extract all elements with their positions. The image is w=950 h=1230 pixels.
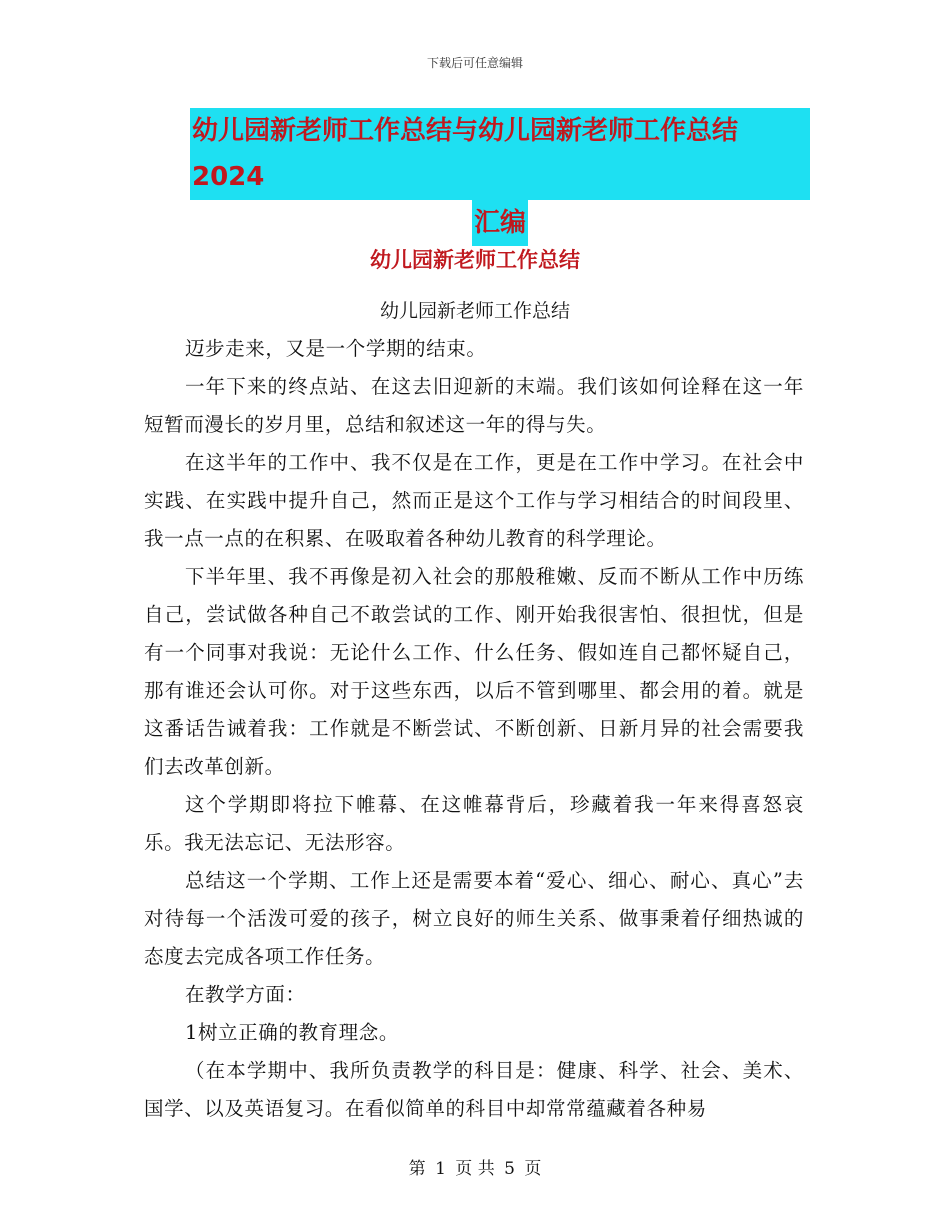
paragraph: 这个学期即将拉下帷幕、在这帷幕背后，珍藏着我一年来得喜怒哀乐。我无法忘记、无法形容。 xyxy=(144,793,804,854)
section-title: 幼儿园新老师工作总结 xyxy=(370,248,580,272)
page-label-mid: 页 共 xyxy=(455,1159,495,1179)
paragraph: 在这半年的工作中、我不仅是在工作，更是在工作中学习。在社会中实践、在实践中提升自己，然而正是这个工作与学习相结合的时间段里、我一点一点的在积累、在吸取着各种幼儿教育的科学理论。 xyxy=(144,451,804,550)
paragraph: 总结这一个学期、工作上还是需要本着“爱心、细心、耐心、真心”去对待每一个活泼可爱的孩子，树立良好的师生关系、做事秉着仔细热诚的态度去完成各项工作任务。 xyxy=(144,869,804,968)
paragraph: 在教学方面： xyxy=(184,983,306,1006)
document-title-line-1: 幼儿园新老师工作总结与幼儿园新老师工作总结2024 xyxy=(190,108,810,200)
body-text xyxy=(144,330,804,1128)
paragraph: （在本学期中、我所负责教学的科目是：健康、科学、社会、美术、国学、以及英语复习。在看似简单的科目中却常常蕴藏着各种易 xyxy=(144,1059,804,1120)
paragraph: 下半年里、我不再像是初入社会的那般稚嫩、反而不断从工作中历练自己，尝试做各种自己不敢尝试的工作、刚开始我很害怕、很担忧，但是有一个同事对我说：无论什么工作、什么任务、假如连自己都怀疑自己，那有谁还会认可你。对于这些东西，以后不管到哪里、都会用的着。就是这番话告诫着我：工作就是不断尝试、不断创新、日新月异的社会需要我们去改革创新。 xyxy=(144,565,804,778)
paragraph: 1树立正确的教育理念。 xyxy=(184,1021,399,1044)
paragraph: 迈步走来，又是一个学期的结束。 xyxy=(184,337,487,360)
page-total: 5 xyxy=(504,1159,515,1179)
document-title xyxy=(190,108,810,246)
document-title-line-2-wrap xyxy=(190,200,810,246)
paragraph: 一年下来的终点站、在这去旧迎新的末端。我们该如何诠释在这一年短暂而漫长的岁月里，总结和叙述这一年的得与失。 xyxy=(144,375,804,436)
document-title-line-2: 汇编 xyxy=(472,200,528,246)
page-label-suffix: 页 xyxy=(524,1159,542,1179)
page-current: 1 xyxy=(435,1159,446,1179)
page-label-prefix: 第 xyxy=(408,1159,426,1179)
header-note: 下载后可任意编辑 xyxy=(426,56,523,70)
page-footer xyxy=(0,1154,950,1179)
sub-title: 幼儿园新老师工作总结 xyxy=(379,300,570,322)
